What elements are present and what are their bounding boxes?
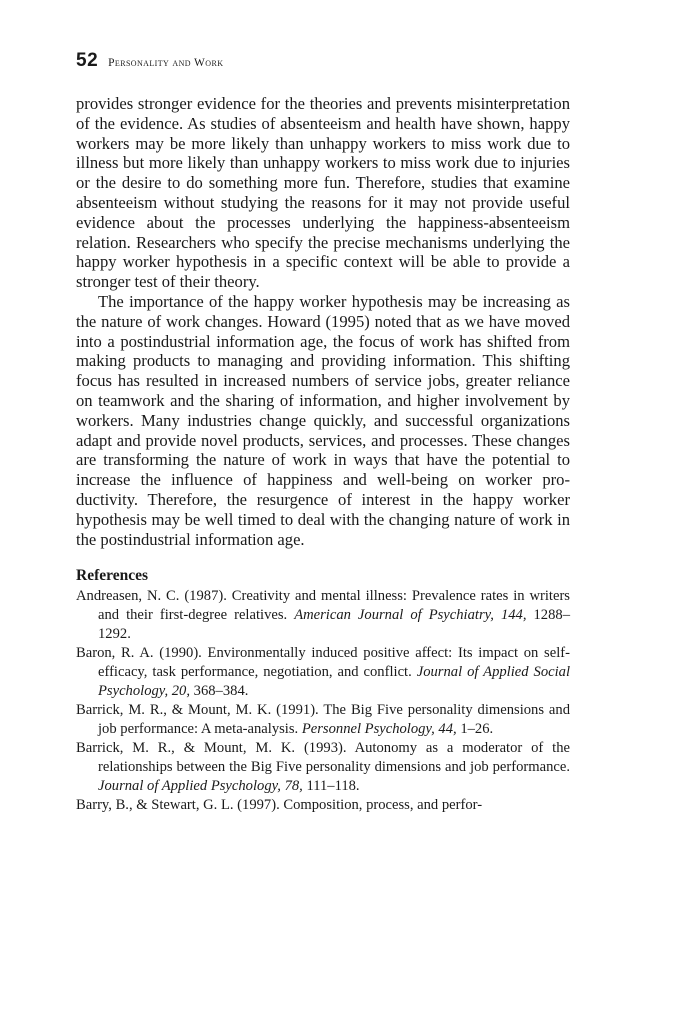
reference-item: Andreasen, N. C. (1987). Creativity and mental illness: Prevalence rates in writers and their first-degree relatives. American Journal of Psychiatry, 144, 1288–1292. — [76, 588, 570, 643]
running-title: Personality and Work — [108, 57, 224, 69]
running-head — [76, 50, 570, 78]
page-number: 52 — [76, 50, 99, 71]
journal-citation: American Journal of Psychiatry, 144, — [294, 607, 527, 624]
body-text — [76, 94, 570, 549]
reference-item: Barrick, M. R., & Mount, M. K. (1991). The Big Five personality dimensions and job performance: A meta-analysis. Personnel Psychology, 44, 1–26. — [76, 702, 570, 738]
journal-citation: Journal of Applied Social Psychology, 20, — [98, 664, 570, 700]
reference-item: Barrick, M. R., & Mount, M. K. (1993). Autonomy as a moderator of the relationships between the Big Five personality dimensions and job performance. Journal of Applied Psychology, 78, 111–118. — [76, 740, 570, 795]
paragraph: The importance of the happy worker hypothesis may be increasing as the nature of work changes. Howard (1995) noted that as we have moved into a postindustrial information age, the focus of work has shifted from making products to managing and providing information. This shifting focus has resulted in increased numbers of service jobs, greater reliance on teamwork and the sharing of information, and higher involvement by workers. Many industries change quickly, and successful organizations adapt and provide novel products, services, and processes. These changes are transforming the nature of work in ways that have the potential to increase the influence of happiness and well-being on worker productivity. Therefore, the resurgence of interest in the happy worker hypothesis may be well timed to deal with the changing nature of work in the postindustrial information age. — [76, 291, 570, 549]
references-section — [76, 566, 570, 815]
journal-citation: Journal of Applied Psychology, 78, — [98, 778, 303, 795]
journal-citation: Personnel Psychology, 44, — [301, 721, 457, 738]
reference-item: Barry, B., & Stewart, G. L. (1997). Composition, process, and perfor- — [76, 797, 483, 814]
reference-item: Baron, R. A. (1990). Environmentally induced positive affect: Its impact on self-efficacy, task performance, negotiation, and conflict. Journal of Applied Social Psychology, 20, 368–384. — [76, 645, 570, 700]
paragraph: provides stronger evidence for the theories and prevents misinterpretation of the evidence. As studies of absenteeism and health have shown, happy workers may be more likely than unhappy workers to miss work due to illness but more likely than unhappy workers to miss work due to injuries or the desire to do something more fun. Therefore, studies that examine absenteeism without studying the reasons for it may not provide useful evidence about the processes underlying the happiness-absenteeism relation. Researchers who specify the precise mechanisms underlying the happy worker hypothesis in a specific context will be able to provide a stronger test of their theory. — [76, 94, 570, 292]
references-heading: References — [76, 567, 149, 585]
book-page — [76, 50, 570, 815]
